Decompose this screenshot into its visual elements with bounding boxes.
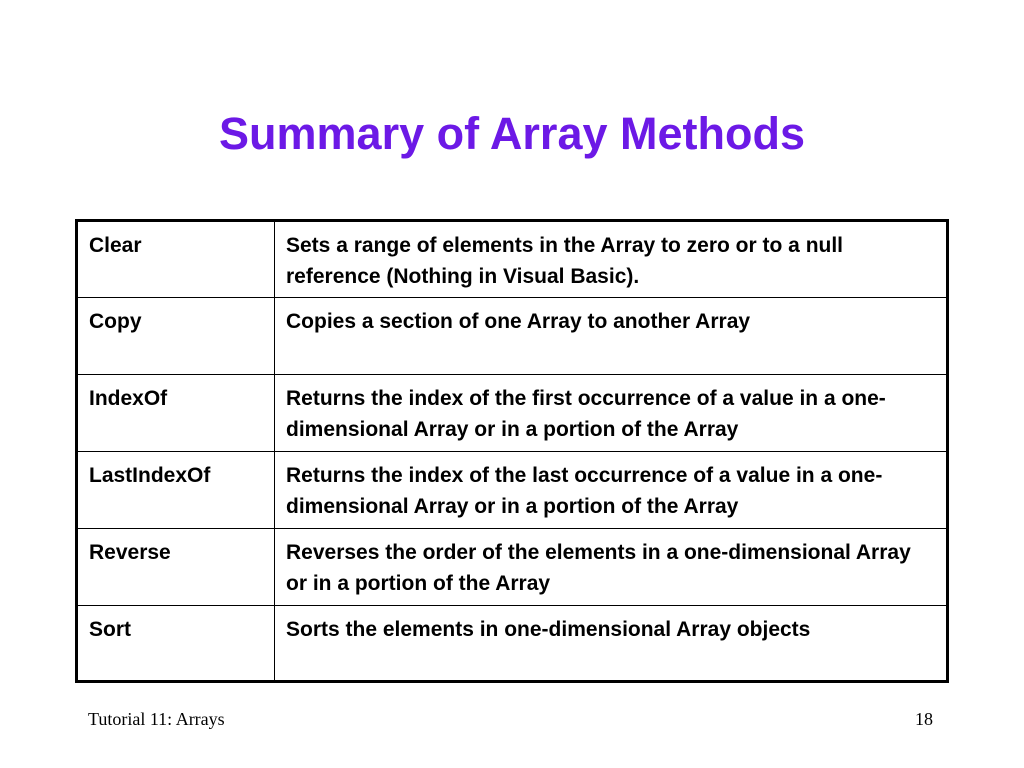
method-name-cell: Reverse [77,529,275,606]
table-row [77,221,948,298]
table-row [77,298,948,375]
method-name-cell: IndexOf [77,375,275,452]
footer-text: Tutorial 11: Arrays [88,709,225,729]
slide-title: Summary of Array Methods [219,108,805,159]
page-number: 18 [915,709,933,729]
methods-table [75,219,949,683]
method-name-cell: Sort [77,606,275,682]
table-row [77,375,948,452]
method-description-cell: Copies a section of one Array to another Array [275,298,948,375]
method-description-cell: Returns the index of the last occurrence of a value in a one-dimensional Array or in a portion of the Array [275,452,948,529]
method-description-cell: Reverses the order of the elements in a one-dimensional Array or in a portion of the Array [275,529,948,606]
method-name-cell: LastIndexOf [77,452,275,529]
method-description-cell: Sets a range of elements in the Array to zero or to a null reference (Nothing in Visual Basic). [275,221,948,298]
method-description-cell: Returns the index of the first occurrence of a value in a one-dimensional Array or in a portion of the Array [275,375,948,452]
method-description-cell: Sorts the elements in one-dimensional Array objects [275,606,948,682]
table-row [77,606,948,682]
method-name-cell: Clear [77,221,275,298]
table-row [77,452,948,529]
method-name-cell: Copy [77,298,275,375]
table-row [77,529,948,606]
